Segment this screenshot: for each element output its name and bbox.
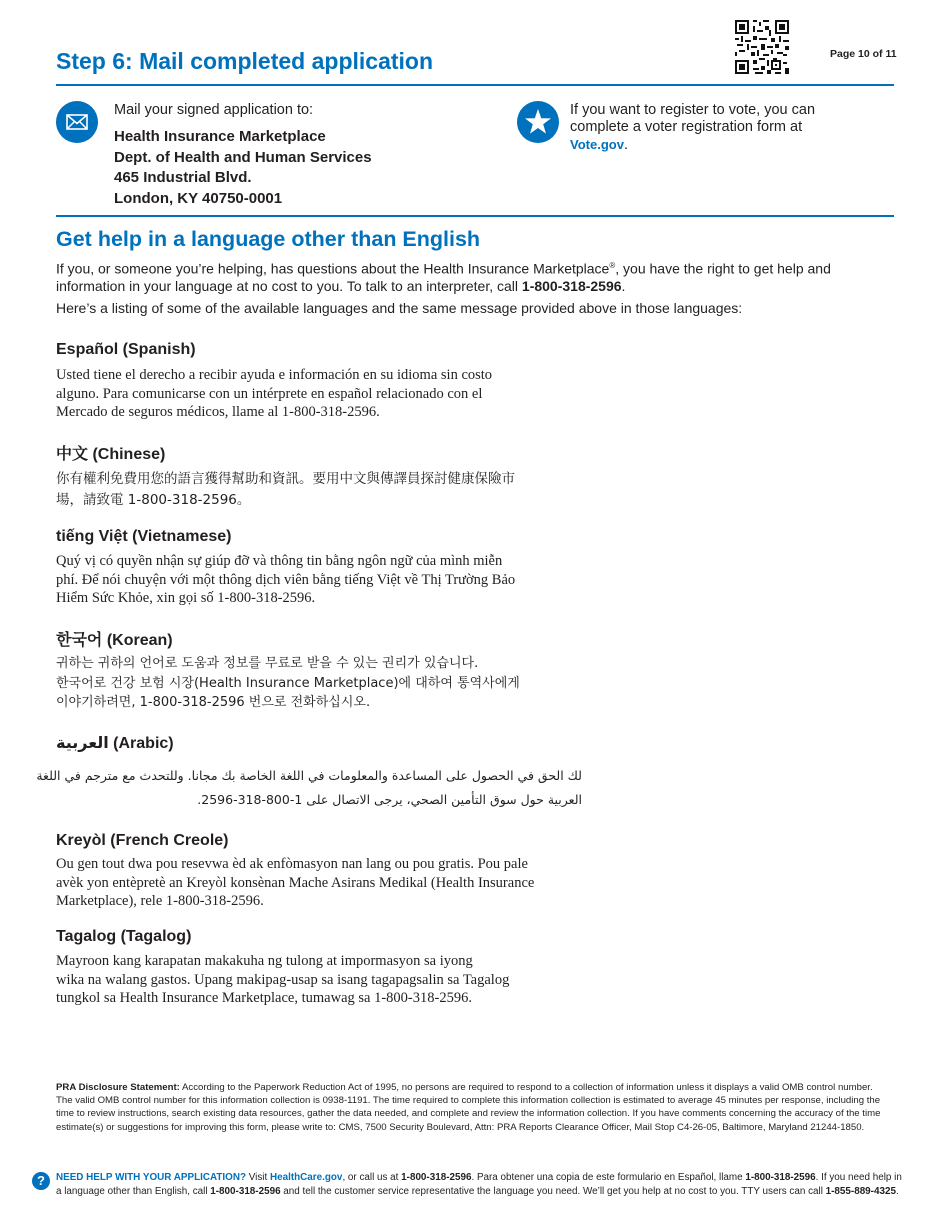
page-number: Page 10 of 11 (830, 48, 897, 60)
message-line: Mercado de seguros médicos, llame al 1-800-318-2596. (56, 404, 380, 420)
section-divider (56, 215, 894, 217)
pra-text: According to the Paperwork Reduction Act of 1995, no persons are required to respond to a collection of information unless it displays a valid OMB control number. The valid OMB control number for this information collection is 0938-1191. The time required to complete this information collection is estimated to average 45 minutes per response, including the time to review instructions, search existing data resources, gather the data needed, and complete and review the information collection. If you have comments concerning the accuracy of the time estimate(s) or suggestions for improving this form, please write to: CMS, 7500 Security Boulevard, Attn: PRA Reports Clearance Officer, Mail Stop C4-26-05, Baltimore, Maryland 21244-1850. (56, 1082, 881, 1133)
language-message-kreyol (56, 855, 576, 911)
footer-phone: 1-800-318-2596 (210, 1186, 281, 1197)
language-name-kreyol: Kreyòl (French Creole) (56, 832, 229, 849)
voter-registration-note (570, 102, 850, 154)
message-line: phí. Để nói chuyện với một thông dịch viên bằng tiếng Việt về Thị Trường Bảo (56, 571, 516, 588)
language-message-chinese (56, 469, 576, 511)
mailing-address (114, 127, 372, 209)
language-message-vietnamese (56, 552, 576, 608)
language-name-arabic: العربية (Arabic) (56, 735, 174, 752)
message-line: 你有權利免費用您的語言獲得幫助和資訊。要用中文與傳譯員探討健康保險市 (56, 471, 515, 487)
message-line: 한국어로 건강 보험 시장(Health Insurance Marketplace)에 대하여 통역사에게 (56, 675, 520, 691)
star-icon (517, 101, 559, 143)
help-icon: ? (32, 1172, 50, 1190)
qr-code-icon (735, 20, 789, 74)
message-line: Hiểm Sức Khỏe, xin gọi số 1-800-318-2596. (56, 590, 316, 606)
step-number: Step 6: (56, 48, 133, 74)
interpreter-phone: 1-800-318-2596 (521, 278, 622, 295)
message-line: العربية حول سوق التأمين الصحي، يرجى الاتصال على 1-800-318-2596. (197, 792, 582, 807)
message-line: Mayroon kang karapatan makakuha ng tulong at impormasyon sa iyong (56, 953, 473, 969)
address-line: Dept. of Health and Human Services (114, 148, 372, 166)
message-line: avèk yon entèpretè an Kreyòl konsènan Mache Asirans Medikal (Health Insurance (56, 874, 535, 891)
message-line: Marketplace), rele 1-800-318-2596. (56, 893, 264, 909)
language-message-korean (56, 654, 576, 713)
language-help-heading: Get help in a language other than English (56, 227, 481, 251)
intro-text: If you, or someone you’re helping, has questions about the Health Insurance Marketplace (56, 260, 610, 277)
message-line: Ou gen tout dwa pou resevwa èd ak enfòmasyon nan lang ou pou gratis. Pou pale (56, 856, 528, 872)
healthcare-gov-link[interactable]: HealthCare.gov (269, 1172, 343, 1183)
address-line: Health Insurance Marketplace (114, 128, 326, 145)
footer-phone: 1-800-318-2596 (745, 1172, 816, 1183)
footer-text: . Para obtener una copia de este formulario en Español, llame (471, 1172, 746, 1183)
vote-suffix: . (623, 137, 628, 153)
registered-mark: ® (609, 261, 616, 270)
language-help-intro (56, 257, 896, 296)
pra-disclosure (56, 1081, 886, 1134)
language-name-chinese: 中文 (Chinese) (56, 446, 166, 463)
page-title (56, 48, 433, 75)
message-line: wika na walang gastos. Upang makipag-usap sa isang tagapagsalin sa Tagalog (56, 971, 510, 988)
message-line: لك الحق في الحصول على المساعدة والمعلومات في اللغة الخاصة بك مجانا. وللتحدث مع مترجم في اللغة (36, 768, 582, 783)
header-divider (56, 84, 894, 86)
mail-instructions: Mail your signed application to: (114, 102, 314, 118)
language-listing-note: Here’s a listing of some of the available languages and the same message provided above in those languages: (56, 300, 743, 316)
step-title-text: Mail completed application (139, 48, 434, 74)
footer-phone: 1-800-318-2596 (401, 1172, 472, 1183)
footer-label: NEED HELP WITH YOUR APPLICATION? (56, 1172, 247, 1183)
pra-label: PRA Disclosure Statement: (56, 1082, 180, 1093)
message-line: 場，請致電 1-800-318-2596。 (56, 492, 251, 508)
address-line: London, KY 40750-0001 (114, 189, 283, 207)
footer-text: . (895, 1186, 899, 1197)
language-message-spanish (56, 366, 576, 422)
tty-phone: 1-855-889-4325 (825, 1186, 896, 1197)
message-line: 이야기하려면, 1-800-318-2596 번으로 전화하십시오. (56, 695, 371, 710)
intro-end: . (621, 278, 626, 295)
language-name-vietnamese: tiếng Việt (Vietnamese) (56, 528, 232, 545)
footer-text: . If you need help in a language other than English, call (56, 1172, 902, 1197)
language-name-korean: 한국어 (Korean) (56, 632, 173, 649)
message-line: Quý vị có quyền nhận sự giúp đỡ và thông tin bằng ngôn ngữ của mình miễn (56, 553, 503, 569)
address-line: 465 Industrial Blvd. (114, 169, 252, 186)
language-message-tagalog (56, 952, 576, 1008)
message-line: Usted tiene el derecho a recibir ayuda e información en su idioma sin costo (56, 367, 493, 383)
message-line: tungkol sa Health Insurance Marketplace, tumawag sa 1-800-318-2596. (56, 990, 472, 1006)
footer-text: , or call us at (342, 1172, 402, 1183)
language-message-arabic (36, 764, 582, 812)
vote-gov-link[interactable]: Vote.gov (570, 137, 624, 152)
message-line: alguno. Para comunicarse con un intérprete en español relacionado con el (56, 385, 483, 402)
footer-text: Visit (246, 1172, 270, 1183)
message-line: 귀하는 귀하의 언어로 도움과 정보를 무료로 받을 수 있는 권리가 있습니다. (56, 656, 479, 671)
footer-help (56, 1171, 906, 1199)
vote-text: If you want to register to vote, you can complete a voter registration form at (570, 102, 816, 135)
footer-text: and tell the customer service representative the language you need. We’ll get you help at no cost to you. TTY users can call (280, 1186, 826, 1197)
language-name-spanish: Español (Spanish) (56, 341, 196, 358)
envelope-icon (56, 101, 98, 143)
language-name-tagalog: Tagalog (Tagalog) (56, 928, 192, 945)
intro-text-continued: , you have the right to get help and information in your language at no cost to you. To talk to an interpreter, call (56, 260, 831, 295)
